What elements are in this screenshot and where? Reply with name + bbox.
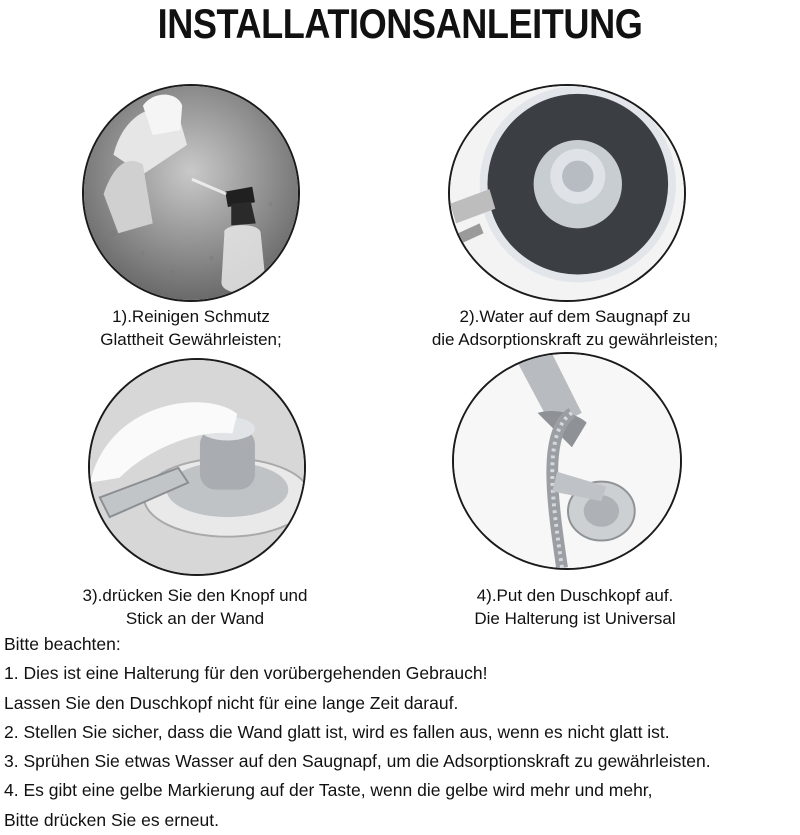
note-line: 1. Dies ist eine Halterung für den vorübergehenden Gebrauch! (4, 663, 488, 684)
step-caption-line: 3).drücken Sie den Knopf und (82, 586, 308, 605)
step-caption-line: 2).Water auf dem Saugnapf zu (459, 307, 691, 326)
step-1-caption (60, 305, 322, 351)
note-line: 2. Stellen Sie sicher, dass die Wand glatt ist, wird es fallen aus, wenn es nicht glatt ist. (4, 721, 670, 742)
step-2-caption (410, 305, 740, 351)
note-line: 3. Sprühen Sie etwas Wasser auf den Saugnapf, um die Adsorptionskraft zu gewährleisten. (4, 751, 711, 772)
step-caption-line: Die Halterung ist Universal (474, 609, 676, 628)
shower-head-holder-image (452, 352, 682, 570)
notes-section (4, 630, 800, 835)
step-caption-line: 1).Reinigen Schmutz (112, 307, 270, 326)
step-caption-line: Stick an der Wand (125, 609, 265, 628)
page-title: INSTALLATIONSANLEITUNG (157, 0, 643, 47)
step-caption-line: Glattheit Gewährleisten; (100, 330, 282, 349)
step-caption-line: 4).Put den Duschkopf auf. (476, 586, 674, 605)
note-line: Lassen Sie den Duschkopf nicht für eine lange Zeit darauf. (4, 692, 459, 713)
step-3-caption (60, 584, 330, 630)
note-line: 4. Es gibt eine gelbe Markierung auf der Taste, wenn die gelbe wird mehr und mehr, (4, 780, 653, 801)
notes-heading: Bitte beachten: (4, 634, 121, 654)
press-button-image (88, 358, 306, 576)
step-4-caption (430, 584, 720, 630)
cleaning-glass-spray-image (82, 84, 300, 302)
step-caption-line: die Adsorptionskraft zu gewährleisten; (431, 330, 719, 349)
suction-cup-image (448, 84, 686, 302)
note-line: Bitte drücken Sie es erneut. (4, 809, 219, 830)
